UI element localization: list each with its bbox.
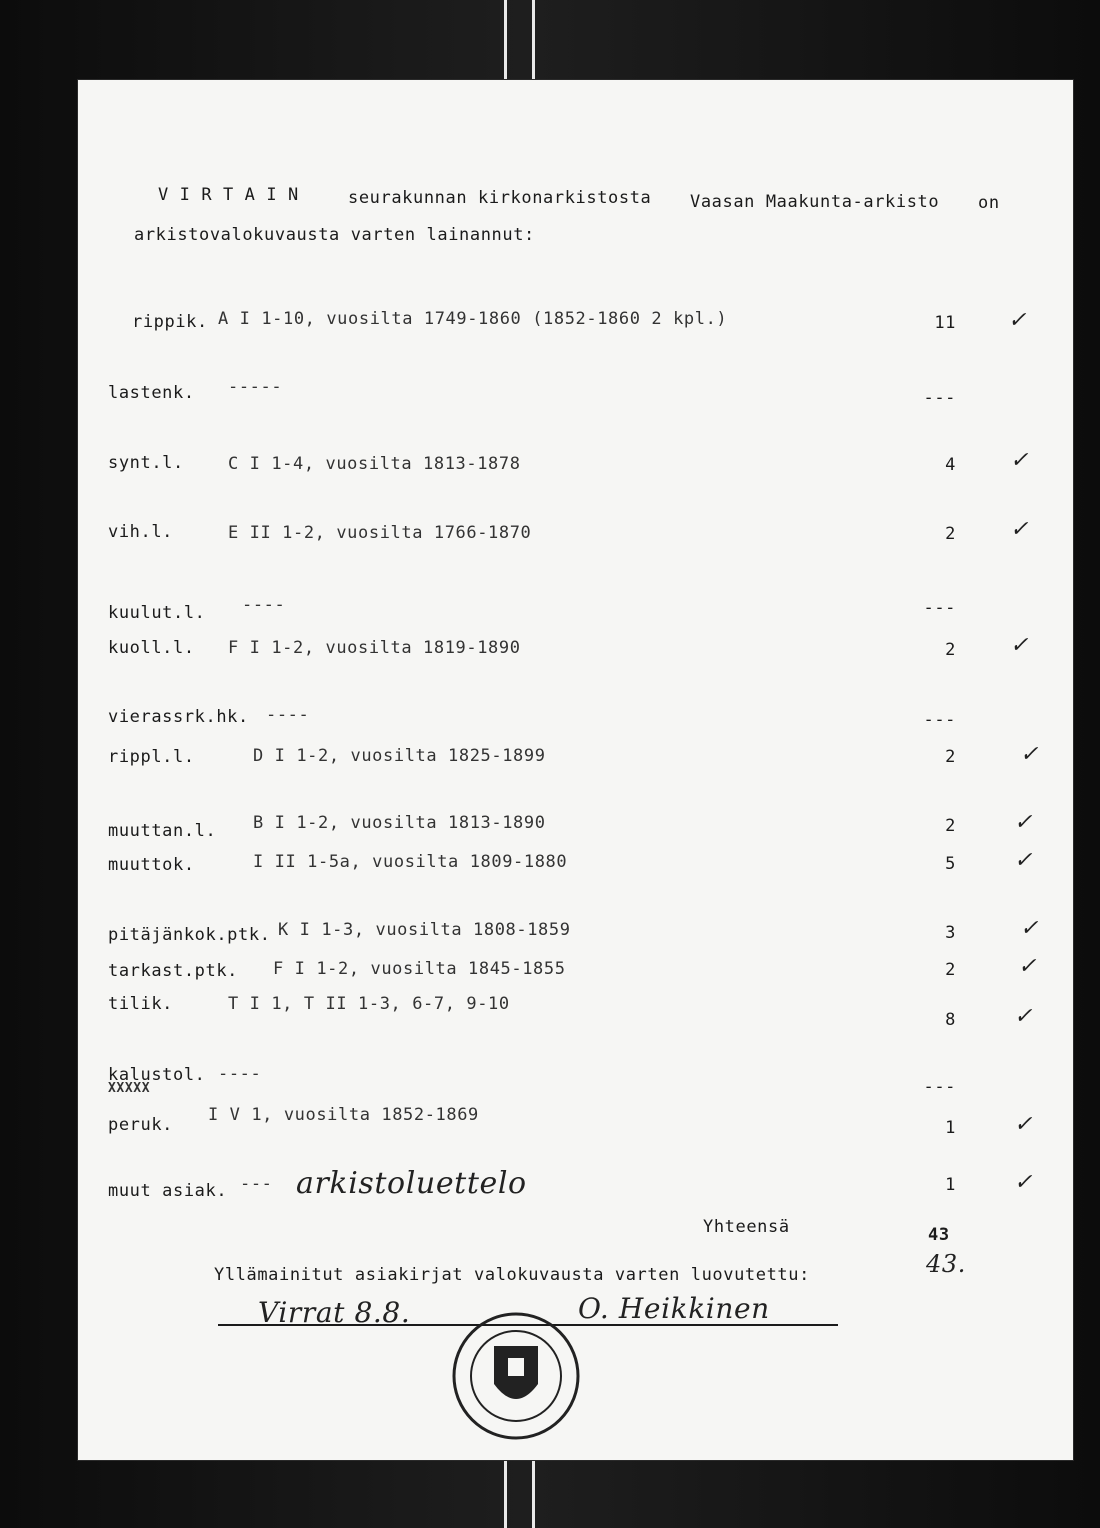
parish-seal bbox=[446, 1306, 586, 1446]
signature-place: Virrat 8.8. bbox=[258, 1296, 411, 1329]
row-label: vih.l. bbox=[108, 522, 174, 542]
check-mark: ✓ bbox=[1008, 308, 1028, 333]
total-handwritten: 43. bbox=[926, 1250, 966, 1278]
row-label: peruk. bbox=[108, 1115, 174, 1135]
check-mark: ✓ bbox=[1010, 633, 1030, 658]
row-label: muuttok. bbox=[108, 855, 195, 875]
row-desc: I V 1, vuosilta 1852-1869 bbox=[208, 1105, 479, 1125]
archive-name: Vaasan Maakunta-arkisto bbox=[690, 192, 940, 212]
row-desc: ---- bbox=[266, 705, 310, 725]
check-mark: ✓ bbox=[1018, 954, 1038, 979]
row-desc: E II 1-2, vuosilta 1766-1870 bbox=[228, 523, 532, 543]
row-label: pitäjänkok.ptk. bbox=[108, 925, 271, 945]
signature-name: O. Heikkinen bbox=[578, 1292, 770, 1325]
document-sheet bbox=[78, 80, 1073, 1460]
row-label: synt.l. bbox=[108, 453, 184, 473]
row-label: rippl.l. bbox=[108, 747, 195, 767]
row-count: 4 bbox=[945, 455, 956, 475]
row-count: 2 bbox=[945, 524, 956, 544]
total-value: 43 bbox=[928, 1225, 950, 1245]
handwritten-note: arkistoluettelo bbox=[296, 1166, 527, 1201]
row-label: tarkast.ptk. bbox=[108, 961, 239, 981]
row-count: 2 bbox=[945, 640, 956, 660]
row-count: --- bbox=[923, 598, 956, 618]
row-label: tilik. bbox=[108, 994, 174, 1014]
header-line1: seurakunnan kirkonarkistosta bbox=[348, 188, 652, 208]
row-count: --- bbox=[923, 388, 956, 408]
header-line2: arkistovalokuvausta varten lainannut: bbox=[134, 225, 535, 245]
row-desc: T I 1, T II 1-3, 6-7, 9-10 bbox=[228, 994, 510, 1014]
row-label: muuttan.l. bbox=[108, 821, 217, 841]
released-statement: Yllämainitut asiakirjat valokuvausta varten luovutettu: bbox=[214, 1265, 810, 1285]
check-mark: ✓ bbox=[1014, 1004, 1034, 1029]
row-count: 1 bbox=[945, 1175, 956, 1195]
row-desc: ----- bbox=[228, 377, 283, 397]
header-line1-end: on bbox=[978, 193, 1000, 213]
row-desc: F I 1-2, vuosilta 1845-1855 bbox=[273, 959, 566, 979]
row-desc: F I 1-2, vuosilta 1819-1890 bbox=[228, 638, 521, 658]
row-desc: I II 1-5a, vuosilta 1809-1880 bbox=[253, 852, 568, 872]
row-label: muut asiak. bbox=[108, 1181, 228, 1201]
row-desc: B I 1-2, vuosilta 1813-1890 bbox=[253, 813, 546, 833]
row-count: 5 bbox=[945, 854, 956, 874]
row-count: --- bbox=[923, 710, 956, 730]
check-mark: ✓ bbox=[1010, 448, 1030, 473]
row-desc: C I 1-4, vuosilta 1813-1878 bbox=[228, 454, 521, 474]
row-label: vierassrk.hk. bbox=[108, 707, 249, 727]
row-count: 2 bbox=[945, 747, 956, 767]
row-label: rippik. bbox=[132, 312, 208, 332]
row-count: 2 bbox=[945, 960, 956, 980]
check-mark: ✓ bbox=[1014, 810, 1034, 835]
check-mark: ✓ bbox=[1020, 916, 1040, 941]
row-count: 2 bbox=[945, 816, 956, 836]
row-label: lastenk. bbox=[108, 383, 195, 403]
row-label: kuoll.l. bbox=[108, 638, 195, 658]
row-count: 1 bbox=[945, 1118, 956, 1138]
check-mark: ✓ bbox=[1014, 1112, 1034, 1137]
check-mark: ✓ bbox=[1020, 742, 1040, 767]
row-count: 3 bbox=[945, 923, 956, 943]
row-desc: K I 1-3, vuosilta 1808-1859 bbox=[278, 920, 571, 940]
check-mark: ✓ bbox=[1014, 848, 1034, 873]
row-count: 11 bbox=[934, 313, 956, 333]
row-desc: ---- bbox=[242, 595, 286, 615]
row-desc: --- bbox=[240, 1174, 273, 1194]
row-count: 8 bbox=[945, 1010, 956, 1030]
strikeout-text: XXXXX bbox=[108, 1081, 151, 1096]
row-count: --- bbox=[923, 1077, 956, 1097]
row-label: kalustol. bbox=[108, 1065, 206, 1085]
check-mark: ✓ bbox=[1010, 517, 1030, 542]
row-label: kuulut.l. bbox=[108, 603, 206, 623]
check-mark: ✓ bbox=[1014, 1170, 1034, 1195]
row-desc: D I 1-2, vuosilta 1825-1899 bbox=[253, 746, 546, 766]
total-label: Yhteensä bbox=[703, 1217, 790, 1237]
parish-name: V I R T A I N bbox=[158, 185, 299, 205]
row-desc: A I 1-10, vuosilta 1749-1860 (1852-1860 2 kpl.) bbox=[218, 309, 728, 329]
row-desc: ---- bbox=[218, 1064, 262, 1084]
